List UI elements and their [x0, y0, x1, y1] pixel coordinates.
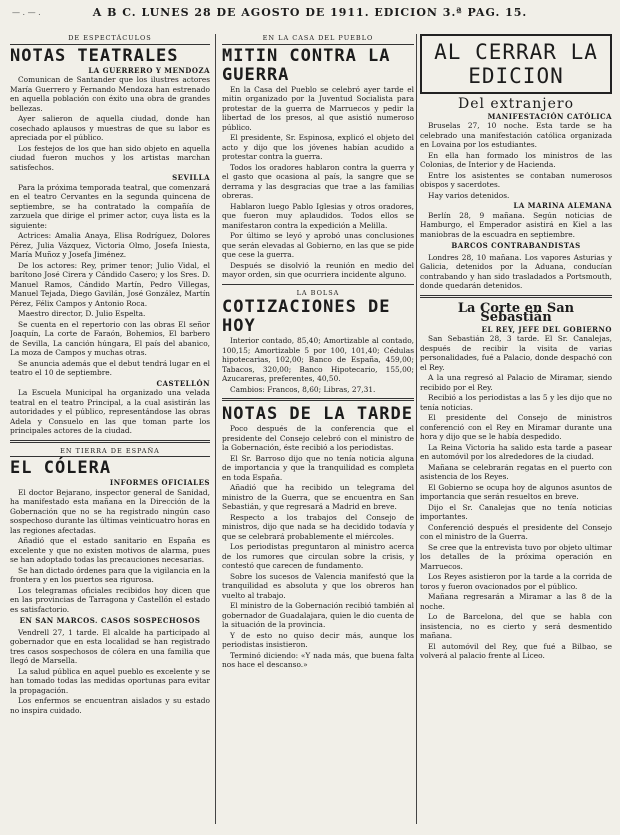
paragraph: Se han dictado órdenes para que la vigilancia en la frontera y en los puertos sea rigurosa.	[10, 565, 210, 584]
divider	[10, 440, 210, 443]
paragraph: La salud pública en aquel pueblo es excelente y se han tomado todas las medidas oportunas para evitar la propagación.	[10, 666, 210, 695]
masthead-mark: — . — .	[12, 8, 41, 17]
paragraph: Hay varios detenidos.	[428, 190, 510, 200]
paragraph: En ella han formado los ministros de las Colonias, de Interior y de Hacienda.	[420, 150, 612, 169]
paragraph: Para la próxima temporada teatral, que comenzará en el teatro Cervantes en la segunda quincena de septiembre, se ha contratado la compañía de zarzuela que dirige el primer actor, cuya lista es la siguiente:	[10, 182, 210, 230]
headline-el-colera: EL CÓLERA	[10, 458, 112, 478]
paragraph: Añadió que ha recibido un telegrama del ministro de la Guerra, que se encuentra en San Sebastián, y que regresará a Madrid en breve.	[222, 483, 414, 511]
paragraph: Se cree que la entrevista tuvo por objeto ultimar los detalles de la próxima operación en Marruecos.	[420, 542, 612, 571]
masthead: A B C. LUNES 28 DE AGOSTO DE 1911. EDICION 3.ª PAG. 15.	[92, 6, 528, 19]
divider	[222, 398, 414, 401]
paragraph: Hablaron luego Pablo Iglesias y otros oradores, que fueron muy aplaudidos. Todos ellos se manifestaron contra la expedición a Melilla.	[222, 201, 414, 230]
paragraph: Actrices: Amalia Anaya, Elisa Rodríguez, Dolores Pérez, Julia Vázquez, Victoria Olmo, Josefa Iniesta, María Muñoz y Josefa Jiménez.	[10, 231, 210, 259]
paragraph: El doctor Bejarano, inspector general de Sanidad, ha manifestado esta mañana en la Dirección de la Gobernación que no se ha registrado ningún caso sospechoso durante las últimas veinticuatro horas en las regiones afectadas.	[10, 487, 210, 535]
paragraph: Los Reyes asistieron por la tarde a la corrida de toros y fueron ovacionados por el público.	[420, 572, 612, 591]
paragraph: Poco después de la conferencia que el presidente del Consejo celebró con el ministro de la Gobernación, éste recibió a los periodistas.	[222, 424, 414, 452]
subheading: BARCOS CONTRABANDISTAS	[451, 241, 581, 250]
paragraph: Mañana se celebrarán regatas en el puerto con asistencia de los Reyes.	[420, 462, 612, 481]
section-kicker: DE ESPECTÁCULOS	[10, 34, 210, 45]
column-2	[222, 34, 414, 824]
paragraph: Sobre los sucesos de Valencia manifestó que la tranquilidad es absoluta y que los obreros han vuelto al trabajo.	[222, 571, 414, 600]
paragraph: Berlín 28, 9 mañana. Según noticias de Hamburgo, el Emperador asistirá en Kiel a las maniobras de la escuadra en septiembre.	[420, 210, 612, 239]
paragraph: Vendrell 27, 1 tarde. El alcalde ha participado al gobernador que en esta localidad se han registrado tres casos sospechosos de cólera en una familia que llegó de Marsella.	[10, 627, 210, 665]
paragraph: Entre los asistentes se contaban numerosos obispos y sacerdotes.	[420, 170, 612, 189]
headline-notas-teatrales: NOTAS TEATRALES	[10, 45, 179, 66]
paragraph: El Gobierno se ocupa hoy de algunos asuntos de importancia que serán resueltos en breve.	[420, 482, 612, 501]
paragraph: Los periodistas preguntaron al ministro acerca de los rumores que circulan sobre la crisis, y contestó que carecen de fundamento.	[222, 542, 414, 570]
subheading: INFORMES OFICIALES	[109, 478, 210, 487]
paragraph: Recibió a los periodistas a las 5 y les dijo que no tenía noticias.	[420, 393, 612, 412]
paragraph: De los actores: Rey, primer tenor; Julio Vidal, el barítono José Cirera y Cándido Casero; y los Sres. D. Manuel Ramos, Cándido Martín, Pedro Villegas, Manuel Tejada, Diego Gavilán, José González, Martín Pérez, Félix Campos y Antonio Roca.	[10, 260, 210, 308]
paragraph: En la Casa del Pueblo se celebró ayer tarde el mitin organizado por la Juventud Socialista para protestar de la guerra de Marruecos y pedir la libertad de los presos, al que asistió numeroso público.	[222, 84, 414, 132]
paragraph: Los telegramas oficiales recibidos hoy dicen que en las provincias de Tarragona y Castellón el estado es satisfactorio.	[10, 585, 210, 614]
subheading: CASTELLÓN	[156, 378, 210, 388]
paragraph: Añadió que el estado sanitario en España es excelente y que no existen motivos de alarma, pues se han adoptado todas las precauciones necesarias.	[10, 536, 210, 564]
paragraph: Conferenció después el presidente del Consejo con el ministro de la Guerra.	[420, 522, 612, 541]
paragraph: La Reina Victoria ha salido esta tarde a pasear en automóvil por los alrededores de la ciudad.	[420, 442, 612, 461]
paragraph: Después se disolvió la reunión en medio del mayor orden, sin que ocurriera incidente alguno.	[222, 260, 414, 279]
headline-corte: La Corte en San Sebastián	[457, 300, 575, 325]
paragraph: Mañana regresarán a Miramar a las 8 de la noche.	[420, 592, 612, 611]
paragraph: Todos los oradores hablaron contra la guerra y el gasto que ocasiona al país, la sangre que se derrama y las desgracias que trae a las familias obreras.	[222, 162, 414, 200]
headline-cotizaciones: COTIZACIONES DE HOY	[222, 297, 391, 336]
paragraph: Terminó diciendo: «Y nada más, que buena falta nos hace el descanso.»	[222, 650, 414, 669]
paragraph: Los enfermos se encuentran aislados y su estado no inspira cuidado.	[10, 696, 210, 715]
paragraph: El Sr. Barroso dijo que no tenía noticia alguna de importancia y que la tranquilidad es completa en toda España.	[222, 453, 414, 482]
paragraph: La Escuela Municipal ha organizado una velada teatral en el teatro Principal, a la cual asistirán las autoridades y el público, representándose las obras Adela y Consuelo en las que toman parte los principales actores de la ciudad.	[10, 388, 210, 435]
paragraph: Ayer salieron de aquella ciudad, donde han cosechado aplausos y muestras de que su labor es apreciada por el público.	[10, 114, 210, 142]
headline-extranjero: Del extranjero	[457, 96, 575, 112]
paragraph: Y de esto no quiso decir más, aunque los periodistas insistieron.	[222, 630, 414, 649]
section-kicker: EN LA CASA DEL PUEBLO	[222, 34, 414, 45]
subheading: MANIFESTACIÓN CATÓLICA	[487, 111, 612, 121]
paragraph: Por último se leyó y aprobó unas conclusiones que serán elevadas al Gobierno, en las que se pide que cese la guerra.	[222, 231, 414, 259]
column-rule	[416, 34, 417, 824]
column-3	[420, 34, 612, 824]
paragraph: A la una regresó al Palacio de Miramar, siendo recibido por el Rey.	[420, 373, 612, 392]
paragraph: Respecto a los trabajos del Consejo de ministros, dijo que nada se ha decidido todavía y que se celebrará probablemente el miércoles.	[222, 512, 414, 541]
paragraph: Maestro director, D. Julio Espelta.	[18, 309, 146, 318]
subheading: LA GUERRERO Y MENDOZA	[88, 65, 210, 75]
paragraph: Bruselas 27, 10 noche. Esta tarde se ha celebrado una manifestación católica organizada en Lovaina por los estudiantes.	[420, 121, 612, 149]
paragraph: El ministro de la Gobernación recibió también al gobernador de Guadalajara, quien le dio cuenta de la situación de la provincia.	[222, 601, 414, 629]
paragraph: Cambios: Francos, 8,60; Libras, 27,31.	[230, 384, 376, 394]
paragraph: Los festejos de los que han sido objeto en aquella ciudad fueron muchos y los artistas marchan satisfechos.	[10, 143, 210, 172]
paragraph: El automóvil del Rey, que fué a Bilbao, se volverá al palacio frente al Liceo.	[420, 641, 612, 660]
subheading: EN SAN MARCOS. CASOS SOSPECHOSOS	[19, 616, 201, 625]
headline-notas-tarde: NOTAS DE LA TARDE	[222, 404, 413, 424]
column-rule	[215, 34, 216, 824]
divider	[420, 295, 612, 298]
column-1	[10, 34, 210, 824]
paragraph: El presidente, Sr. Espinosa, explicó el objeto del acto y dijo que los jóvenes habían acudido a protestar contra la guerra.	[222, 133, 414, 161]
subheading: SEVILLA	[172, 173, 210, 182]
paragraph: El presidente del Consejo de ministros conferenció con el Rey en Miramar durante una hora y dijo que se le había despedido.	[420, 413, 612, 441]
paragraph: Interior contado, 85,40; Amortizable al contado, 100,15; Amortizable 5 por 100, 101,40; Cédulas hipotecarias, 102,00; Banco de España, 459,00; Tabacos, 320,00; Banco Hipotecario, 155,00; Azucareras, preferentes, 40,50.	[222, 336, 414, 383]
paragraph: Londres 28, 10 mañana. Los vapores Asturias y Galicia, detenidos por la Aduana, conducían contrabando y han sido trasladados a Portsmouth, donde quedarán detenidos.	[420, 252, 612, 290]
divider	[222, 284, 414, 285]
paragraph: Dijo el Sr. Canalejas que no tenía noticias importantes.	[420, 502, 612, 521]
paragraph: Lo de Barcelona, del que se habla con insistencia, no es cierto y será desmentido mañana.	[420, 612, 612, 640]
section-kicker: EN TIERRA DE ESPAÑA	[10, 447, 210, 458]
subheading: LA MARINA ALEMANA	[513, 201, 612, 210]
headline-mitin: MITIN CONTRA LA GUERRA	[222, 45, 391, 85]
paragraph: Se anuncia además que el debut tendrá lugar en el teatro el 10 de septiembre.	[10, 358, 210, 377]
paragraph: Se cuenta en el repertorio con las obras El señor Joaquín, La corte de Faraón, Bohemios, El barbero de Sevilla, La canción húngara, El país del abanico, La moza de Campos y muchas otras.	[10, 319, 210, 357]
paragraph: San Sebastián 28, 3 tarde. El Sr. Canalejas, después de recibir la visita de varias personalidades, fué a Palacio, donde despachó con el Rey.	[420, 334, 612, 372]
section-kicker: LA BOLSA	[296, 288, 340, 297]
subheading: EL REY, JEFE DEL GOBIERNO	[481, 324, 612, 334]
paragraph: Comunican de Santander que los ilustres actores María Guerrero y Fernando Mendoza han estrenado en aquella población con éxito una obra de grandes bellezas.	[10, 75, 210, 113]
headline-al-cerrar: AL CERRAR LA EDICION	[420, 34, 612, 94]
